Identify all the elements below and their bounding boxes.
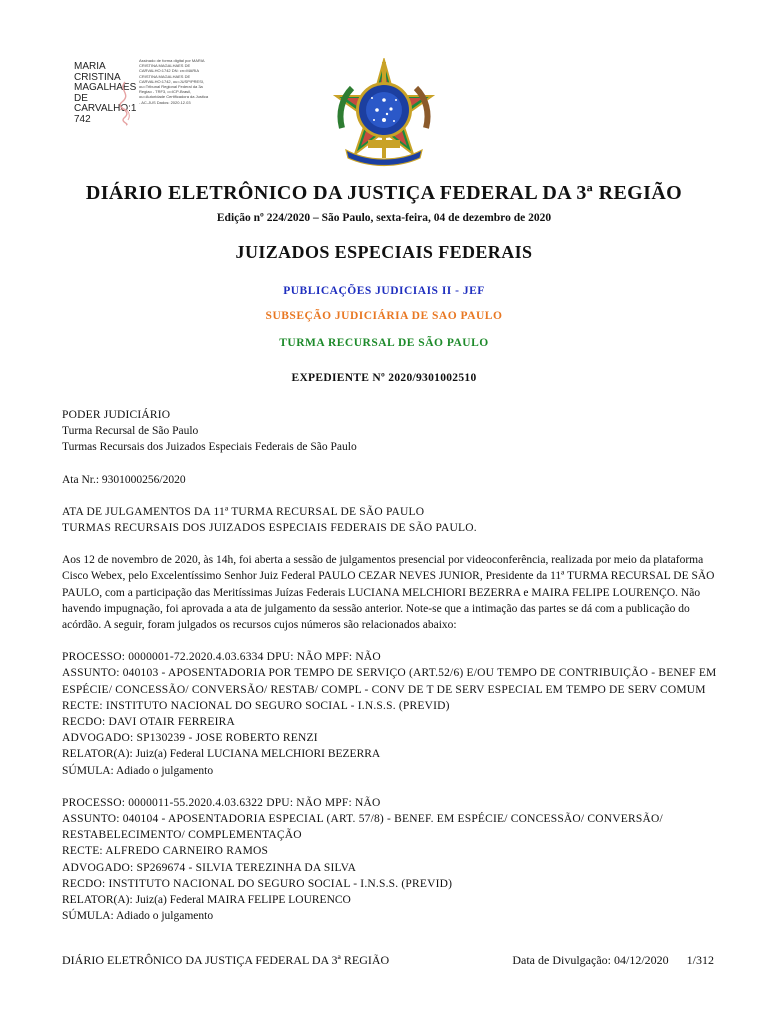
case-processo: PROCESSO: 0000011-55.2020.4.03.6322 DPU: NÃO MPF: NÃO	[62, 796, 381, 809]
case-line: ADVOGADO: SP130239 - JOSE ROBERTO RENZI	[62, 732, 318, 745]
signature-scribble-icon	[112, 80, 138, 126]
case-line: ADVOGADO: SP269674 - SILVIA TEREZINHA DA SILVA	[62, 861, 357, 874]
journal-title: DIÁRIO ELETRÔNICO DA JUSTIÇA FEDERAL DA 3ª REGIÃO	[85, 182, 683, 204]
signature-name-line: CARVALHO:1	[74, 103, 137, 114]
signature-name-line: MAGALHAES	[74, 82, 137, 93]
document-body	[62, 407, 722, 924]
subsection-heading: SUBSEÇÃO JUDICIÁRIA DE SAO PAULO	[265, 310, 503, 322]
expediente-heading: EXPEDIENTE Nº 2020/9301002510	[291, 372, 477, 384]
case-processo: PROCESSO: 0000001-72.2020.4.03.6334 DPU: NÃO MPF: NÃO	[62, 651, 381, 664]
case-line: SÚMULA: Adiado o julgamento	[62, 764, 214, 777]
case-block	[62, 795, 722, 925]
signature-name-line: DE	[74, 92, 88, 104]
section-title: JUIZADOS ESPECIAIS FEDERAIS	[235, 242, 533, 262]
case-line: RELATOR(A): Juiz(a) Federal MAIRA FELIPE LOURENCO	[62, 894, 351, 907]
publication-heading: PUBLICAÇÕES JUDICIAIS II - JEF	[283, 285, 485, 297]
ata-title-line: TURMAS RECURSAIS DOS JUIZADOS ESPECIAIS FEDERAIS DE SÃO PAULO.	[62, 522, 477, 535]
org-line: PODER JUDICIÁRIO	[62, 409, 171, 421]
signature-name-line: MARIA	[74, 61, 106, 72]
footer-journal-name: DIÁRIO ELETRÔNICO DA JUSTIÇA FEDERAL DA 3ª REGIÃO	[62, 953, 390, 967]
signature-name-line: 742	[74, 113, 91, 125]
case-assunto: ASSUNTO: 040103 - APOSENTADORIA POR TEMPO DE SERVIÇO (ART.52/6) E/OU TEMPO DE CONTRIBUIÇÃO - BENEF EM ESPÉCIE/ CONCESSÃO/ CONVERSÃO/ RESTAB/ COMPL - CONV DE T DE SERV ESPECIAL EM TEMPO DE SERV COMUM	[62, 667, 717, 696]
edition-line: Edição nº 224/2020 – São Paulo, sexta-feira, 04 de dezembro de 2020	[216, 212, 552, 224]
case-line: RELATOR(A): Juiz(a) Federal LUCIANA MELCHIORI BEZERRA	[62, 748, 381, 761]
turma-heading: TURMA RECURSAL DE SÃO PAULO	[279, 337, 489, 349]
ata-title-line: ATA DE JULGAMENTOS DA 11ª TURMA RECURSAL DE SÃO PAULO	[62, 505, 425, 518]
case-line: RECTE: ALFREDO CARNEIRO RAMOS	[62, 845, 269, 858]
case-line: RECDO: DAVI OTAIR FERREIRA	[62, 716, 236, 729]
footer-date-page: Data de Divulgação: 04/12/2020 1/312	[512, 953, 714, 967]
signature-details: Assinado de forma digital por MARIA CRISTINA MAGALHAES DE CARVALHO:1742 DN: cn=MARIA CRISTINA MAGALHAES DE CARVALHO:1742, ou=JUSP/PRESI, ou=Tribunal Regional Federal da 3a Regiao - TRF3, o=ICP-Brasil, ou=Autoridade Certificadora da Justica - AC-JUS Dados: 2020.12.03	[139, 58, 209, 105]
case-assunto: ASSUNTO: 040104 - APOSENTADORIA ESPECIAL (ART. 57/8) - BENEF. EM ESPÉCIE/ CONCESSÃO/ CONVERSÃO/ RESTABELECIMENTO/ COMPLEMENTAÇÃO	[62, 813, 663, 842]
case-line: RECTE: INSTITUTO NACIONAL DO SEGURO SOCIAL - I.N.S.S. (PREVID)	[62, 699, 450, 712]
signature-name-line: CRISTINA	[74, 71, 121, 83]
case-block	[62, 649, 722, 779]
ata-number: Ata Nr.: 9301000256/2020	[62, 473, 186, 486]
org-line: Turma Recursal de São Paulo	[62, 425, 199, 438]
intro-paragraph: Aos 12 de novembro de 2020, às 14h, foi aberta a sessão de julgamentos presencial por videoconferência, realizada por meio da plataforma Cisco Webex, pelo Excelentíssimo Senhor Juiz Federal PAULO CEZAR NEVES JUNIOR, Presidente da 11ª TURMA RECURSAL DE SÃO PAULO, com a participação das Meritíssimas Juízas Federais LUCIANA MELCHIORI BEZERRA e MAIRA FELIPE LOURENÇO. Não havendo impugnação, foi aprovada a ata de julgamento da sessão anterior. Note-se que a intimação das partes se dá com a publicação do acórdão. A seguir, foram julgados os recursos cujos números são relacionados abaixo:	[62, 554, 715, 632]
case-line: RECDO: INSTITUTO NACIONAL DO SEGURO SOCIAL - I.N.S.S. (PREVID)	[62, 877, 453, 890]
case-line: SÚMULA: Adiado o julgamento	[62, 910, 214, 923]
org-line: Turmas Recursais dos Juizados Especiais Federais de São Paulo	[62, 441, 357, 454]
brazil-coat-of-arms-icon	[328, 58, 440, 170]
